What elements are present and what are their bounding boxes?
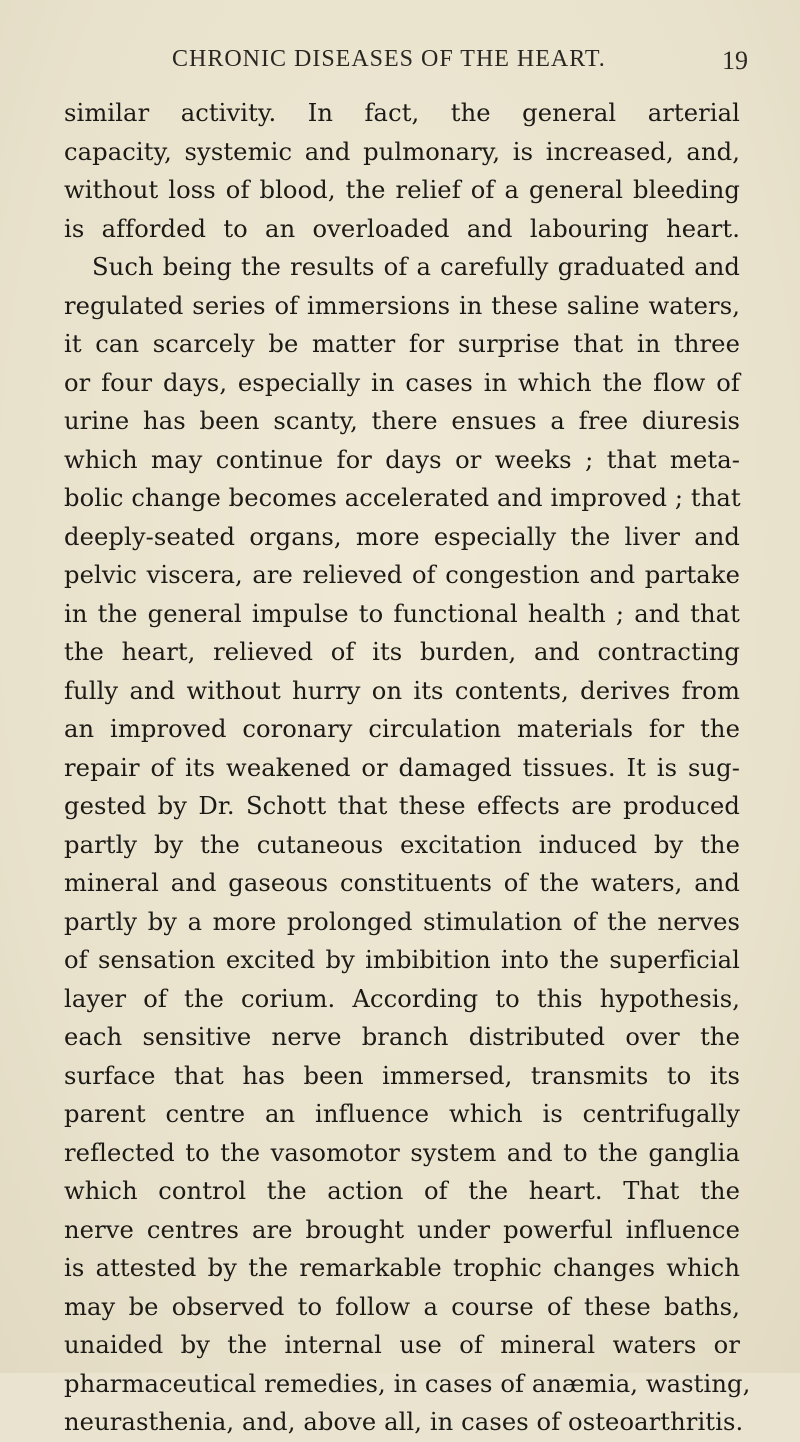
- text-line: in the general impulse to functional health ; and that: [64, 599, 740, 628]
- text-line: is afforded to an overloaded and labouring heart.: [64, 214, 740, 243]
- text-line: deeply-seated organs, more especially the liver and: [64, 522, 740, 551]
- text-line: gested by Dr. Schott that these effects are produced: [64, 792, 740, 820]
- text-line: reflected to the vasomotor system and to the ganglia: [64, 1138, 740, 1167]
- text-line: an improved coronary circulation materials for the: [64, 715, 740, 743]
- text-line: nerve centres are brought under powerful influence: [64, 1215, 740, 1244]
- text-line: of sensation excited by imbibition into the superficial: [64, 946, 740, 974]
- text-line: Such being the results of a carefully graduated and: [92, 253, 740, 281]
- text-line: may be observed to follow a course of these baths,: [64, 1292, 740, 1321]
- running-head: [60, 40, 748, 80]
- text-line: parent centre an influence which is centrifugally: [64, 1100, 740, 1128]
- text-line: each sensitive nerve branch distributed over the: [64, 1023, 740, 1051]
- text-line: the heart, relieved of its burden, and contracting: [64, 638, 740, 666]
- text-line: without loss of blood, the relief of a general bleeding: [64, 176, 740, 204]
- text-line: which control the action of the heart. That the: [64, 1177, 740, 1205]
- text-line: unaided by the internal use of mineral waters or: [64, 1331, 740, 1359]
- text-line: repair of its weakened or damaged tissues. It is sug-: [64, 753, 740, 782]
- text-line: or four days, especially in cases in which the flow of: [64, 368, 740, 397]
- text-line: pharmaceutical remedies, in cases of anæmia, wasting,: [64, 1369, 751, 1398]
- page-number: 19: [722, 46, 748, 75]
- text-line: urine has been scanty, there ensues a free diuresis: [64, 407, 740, 435]
- text-line: regulated series of immersions in these saline waters,: [64, 291, 740, 320]
- body-text: [64, 94, 751, 1442]
- text-line: is attested by the remarkable trophic changes which: [64, 1254, 740, 1282]
- text-line: bolic change becomes accelerated and improved ; that: [64, 484, 741, 512]
- text-line: partly by the cutaneous excitation induced by the: [64, 830, 740, 859]
- text-line: it can scarcely be matter for surprise that in three: [64, 330, 740, 358]
- text-line: pelvic viscera, are relieved of congestion and partake: [64, 561, 740, 589]
- text-line: fully and without hurry on its contents, derives from: [64, 676, 740, 705]
- text-line: partly by a more prolonged stimulation of the nerves: [64, 907, 740, 936]
- text-line: surface that has been immersed, transmits to its: [64, 1061, 740, 1090]
- text-line: mineral and gaseous constituents of the waters, and: [64, 869, 740, 897]
- text-line: neurasthenia, and, above all, in cases of osteoarthritis.: [64, 1408, 744, 1436]
- text-line: layer of the corium. According to this hypothesis,: [64, 984, 740, 1013]
- running-title: CHRONIC DISEASES OF THE HEART.: [172, 46, 606, 72]
- text-line: similar activity. In fact, the general arterial: [64, 99, 740, 127]
- text-line: capacity, systemic and pulmonary, is increased, and,: [64, 137, 740, 166]
- text-line: which may continue for days or weeks ; that meta-: [64, 445, 740, 474]
